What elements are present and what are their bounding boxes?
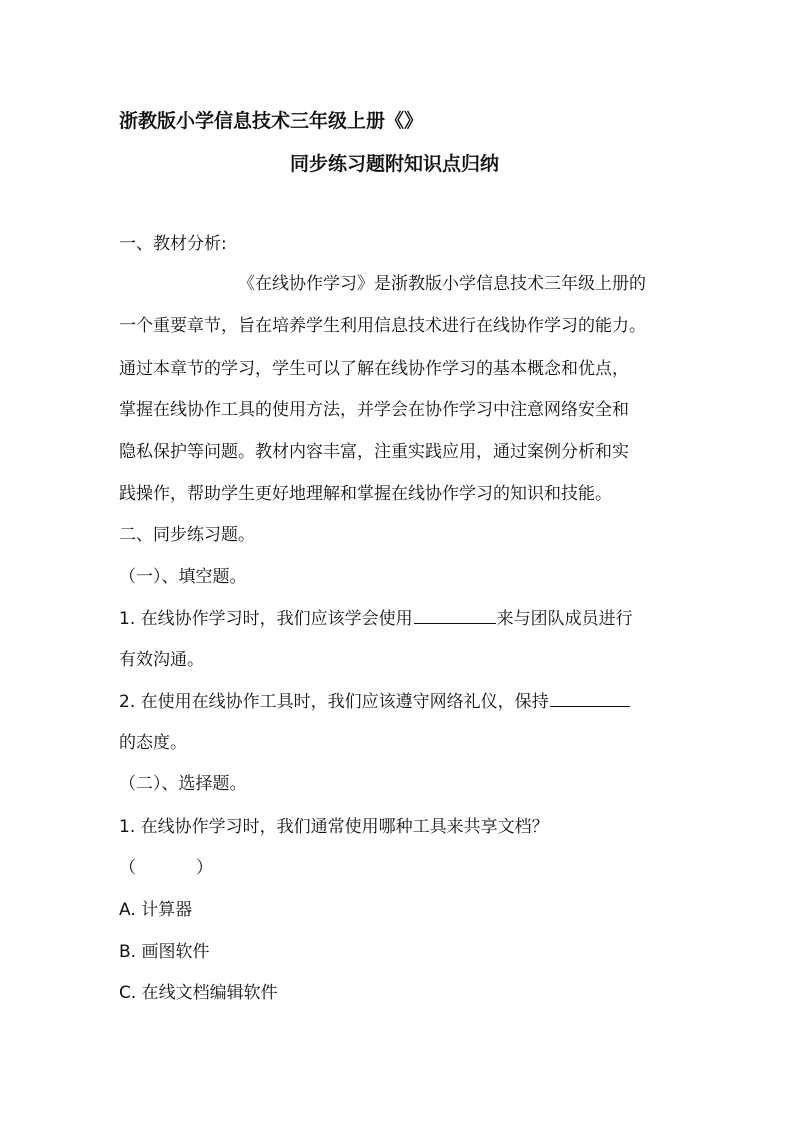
answer-parentheses (119, 857, 213, 879)
paragraph-line: 践操作，帮助学生更好地理解和掌握在线协作学习的知识和技能。 (119, 484, 612, 504)
section-heading-textbook-analysis: 一、教材分析: (119, 234, 227, 254)
question-choice-1: 1. 在线协作学习时，我们通常使用哪种工具来共享文档？ (119, 817, 549, 837)
answer-blank[interactable] (414, 607, 496, 624)
section-heading-exercises: 二、同步练习题。 (119, 525, 255, 545)
choice-option-a: A. 计算器 (119, 900, 193, 920)
document-title-line1: 浙教版小学信息技术三年级上册《》 (119, 110, 424, 132)
paragraph-line: 隐私保护等问题。教材内容丰富，注重实践应用，通过案例分析和实 (119, 442, 629, 462)
part-heading-multiple-choice: （二）、选择题。 (119, 774, 247, 794)
paren-open: （ (119, 858, 136, 878)
question-fill-1-continued: 有效沟通。 (119, 650, 204, 670)
paragraph-line: 通过本章节的学习，学生可以了解在线协作学习的基本概念和优点， (119, 359, 629, 379)
question-text: 1. 在线协作学习时，我们应该学会使用 (119, 609, 413, 629)
answer-blank[interactable] (550, 690, 630, 707)
paragraph-line: 一个重要章节，旨在培养学生利用信息技术进行在线协作学习的能力。 (119, 316, 646, 336)
choice-option-c: C. 在线文档编辑软件 (119, 983, 278, 1003)
question-fill-2-continued: 的态度。 (119, 733, 187, 753)
question-fill-2 (119, 690, 631, 713)
question-fill-1 (119, 607, 633, 630)
part-heading-fill-in: （一）、填空题。 (119, 567, 247, 587)
question-text: 2. 在使用在线协作工具时，我们应该遵守网络礼仪，保持 (119, 692, 549, 712)
paren-close: ） (196, 858, 213, 878)
document-title-line2: 同步练习题附知识点归纳 (290, 153, 500, 175)
paragraph-line: 掌握在线协作工具的使用方法，并学会在协作学习中注意网络安全和 (119, 400, 629, 420)
paragraph-line: 《在线协作学习》是浙教版小学信息技术三年级上册的 (238, 274, 646, 294)
question-text: 来与团队成员进行 (496, 609, 633, 629)
choice-option-b: B. 画图软件 (119, 942, 210, 962)
